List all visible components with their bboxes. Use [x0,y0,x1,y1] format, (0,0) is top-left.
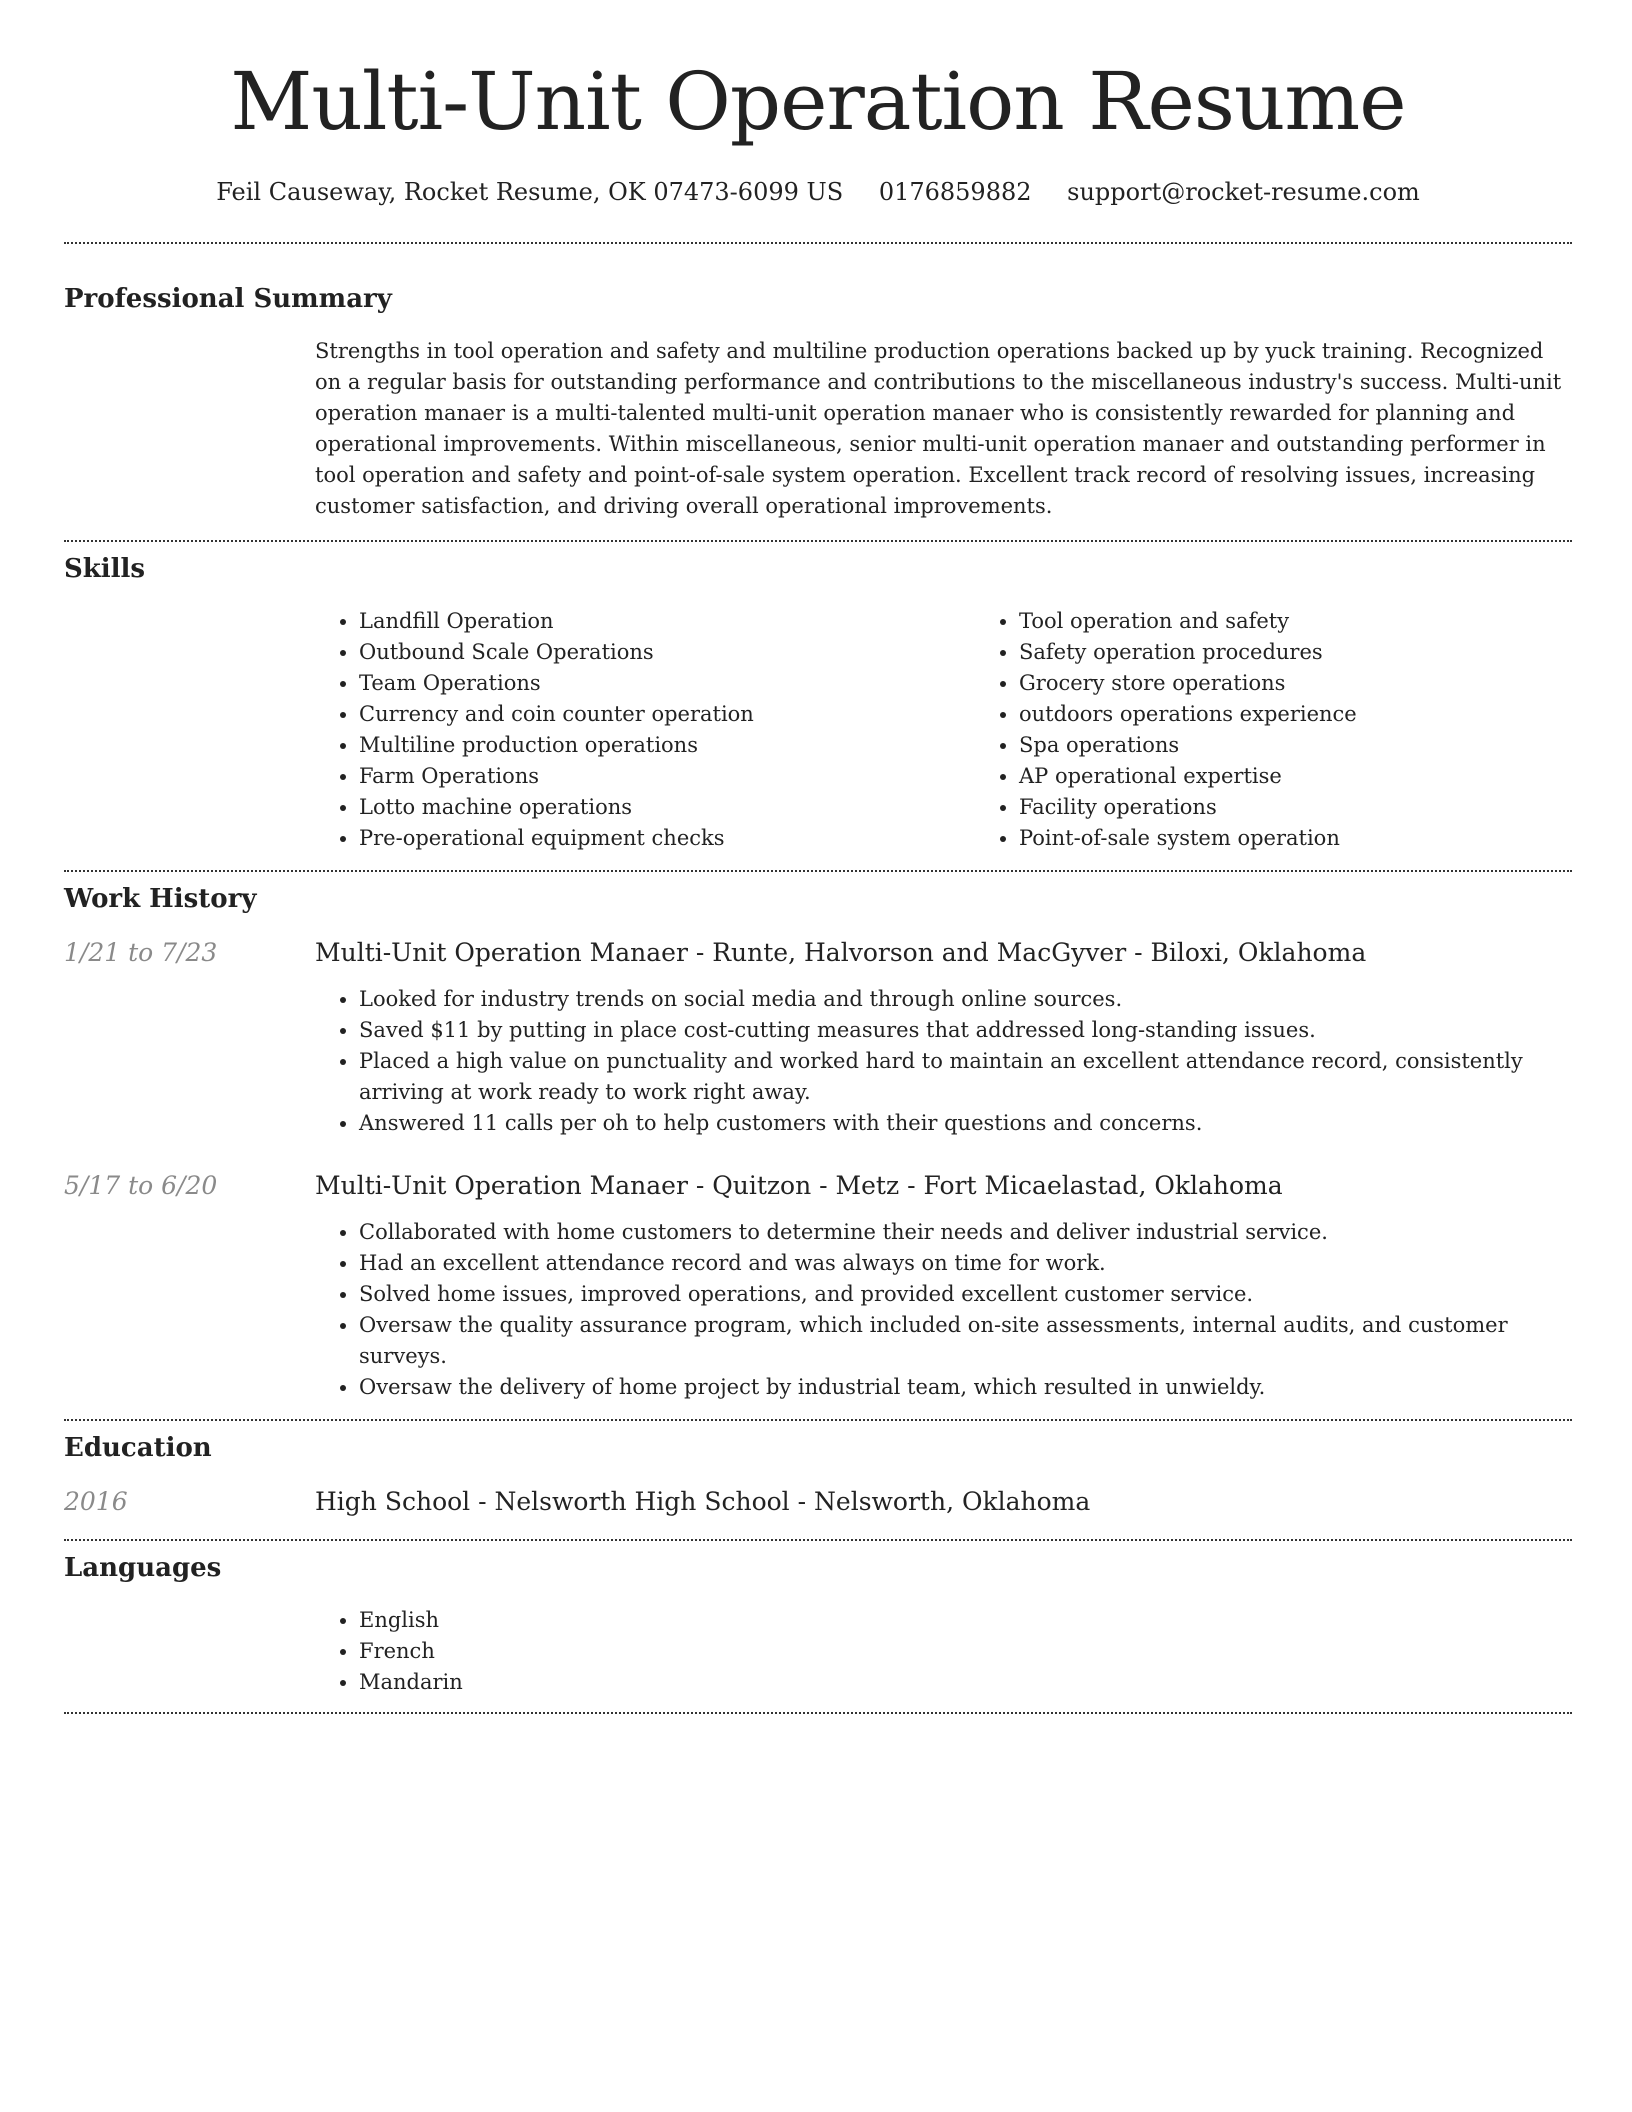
education-entry: High School - Nelsworth High School - Nelsworth, Oklahoma [315,1487,1091,1516]
job-bullet: • Solved home issues, improved operations, and provided excellent customer service. [359,1279,1572,1310]
job-bullet: • Oversaw the delivery of home project by industrial team, which resulted in unwieldy. [359,1372,1572,1403]
contact-email: support@rocket-resume.com [1067,178,1420,206]
skills-section [64,542,1572,854]
skill-item: • Spa operations [1019,730,1632,761]
languages-heading: Languages [64,1553,222,1583]
languages-section [64,1541,1572,1698]
language-item: • French [359,1636,1572,1667]
skill-item: • Lotto machine operations [359,792,975,823]
language-item: • Mandarin [359,1667,1572,1698]
skill-item: • outdoors operations experience [1019,699,1632,730]
job-bullet: • Looked for industry trends on social media and through online sources. [359,984,1572,1015]
skill-item: • Facility operations [1019,792,1632,823]
skill-item: • Pre-operational equipment checks [359,823,975,854]
summary-section [64,244,1572,522]
skill-item: • Outbound Scale Operations [359,637,975,668]
resume-page [64,0,1572,1714]
skills-list-left [315,606,975,854]
resume-title: Multi-Unit Operation Resume [230,55,1406,148]
skills-heading: Skills [64,554,146,584]
skill-item: • Multiline production operations [359,730,975,761]
work-heading: Work History [64,884,257,914]
contact-address: Feil Causeway, Rocket Resume, OK 07473-6099 US [216,178,844,206]
job-entry [64,936,1572,1139]
skill-item: • Team Operations [359,668,975,699]
skill-item: • Landfill Operation [359,606,975,637]
education-section [64,1421,1572,1519]
skills-list-right [975,606,1632,854]
work-section [64,872,1572,1403]
skill-item: • Safety operation procedures [1019,637,1632,668]
job-bullet: • Saved $11 by putting in place cost-cutting measures that addressed long-standing issues. [359,1015,1572,1046]
language-item: • English [359,1605,1572,1636]
job-bullet: • Placed a high value on punctuality and worked hard to maintain an excellent attendance record, consistently arriving at work ready to work right away. [359,1046,1572,1108]
skill-item: • Grocery store operations [1019,668,1632,699]
skill-item: • Point-of-sale system operation [1019,823,1632,854]
job-title: Multi-Unit Operation Manaer - Runte, Halvorson and MacGyver - Biloxi, Oklahoma [315,938,1367,967]
contact-phone: 0176859882 [878,178,1032,206]
skill-item: • Farm Operations [359,761,975,792]
job-dates: 1/21 to 7/23 [64,938,218,967]
job-bullet: • Had an excellent attendance record and was always on time for work. [359,1248,1572,1279]
job-title: Multi-Unit Operation Manaer - Quitzon - Metz - Fort Micaelastad, Oklahoma [315,1171,1283,1200]
divider [64,1712,1572,1714]
languages-list [315,1605,1572,1698]
summary-heading: Professional Summary [64,284,392,314]
job-bullets [315,984,1572,1139]
skill-item: • Tool operation and safety [1019,606,1632,637]
job-bullet: • Oversaw the quality assurance program, which included on-site assessments, internal audits, and customer surveys. [359,1310,1572,1372]
education-year: 2016 [64,1487,128,1516]
skill-item: • AP operational expertise [1019,761,1632,792]
contact-line [64,176,1572,208]
skill-item: • Currency and coin counter operation [359,699,975,730]
summary-text: Strengths in tool operation and safety and multiline production operations backed up by yuck training. Recognized on a regular basis for outstanding performance and contributions to the miscellaneous industry's success. Multi-unit operation manaer is a multi-talented multi-unit operation manaer who is consistently rewarded for planning and operational improvements. Within miscellaneous, senior multi-unit operation manaer and outstanding performer in tool operation and safety and point-of-sale system operation. Excellent track record of resolving issues, increasing customer satisfaction, and driving overall operational improvements. [315,339,1562,518]
job-bullet: • Collaborated with home customers to determine their needs and deliver industrial service. [359,1217,1572,1248]
job-dates: 5/17 to 6/20 [64,1171,218,1200]
education-heading: Education [64,1433,212,1463]
job-bullet: • Answered 11 calls per oh to help customers with their questions and concerns. [359,1108,1572,1139]
job-entry [64,1169,1572,1403]
job-bullets [315,1217,1572,1403]
